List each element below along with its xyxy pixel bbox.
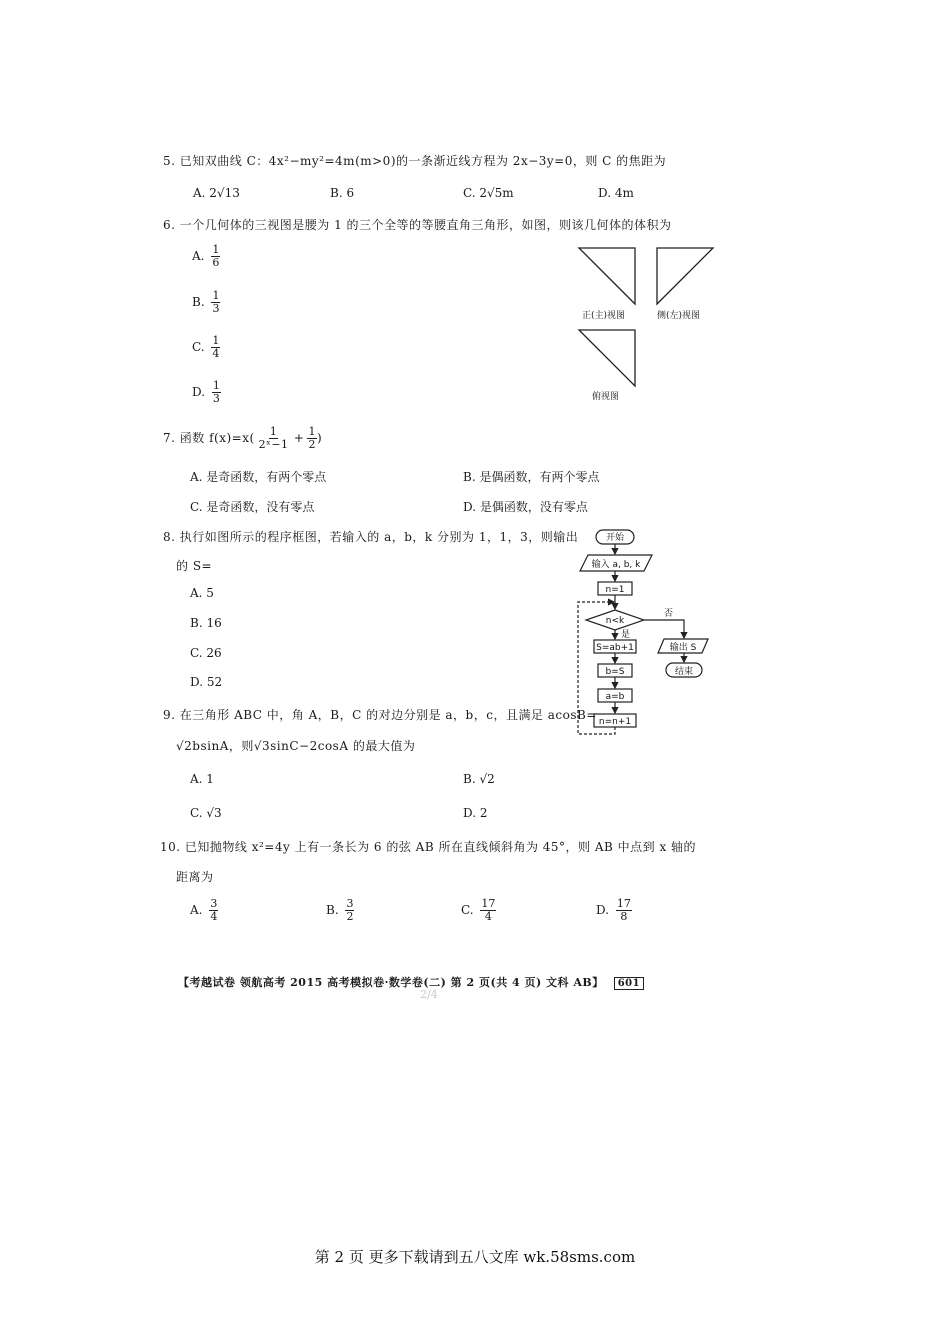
fraction <box>209 898 218 923</box>
q9-stem-line1: 9. 在三角形 ABC 中，角 A，B，C 的对边分别是 a，b，c，且满足 acosB= <box>163 708 597 722</box>
fraction <box>307 426 317 451</box>
q7-stem <box>163 426 322 451</box>
fraction-denominator: 4 <box>484 910 492 923</box>
flowchart-step-n-text: n=n+1 <box>598 717 632 727</box>
top-view-label: 俯视图 <box>592 392 620 402</box>
q10-option-a <box>190 898 218 923</box>
option-letter: D. <box>192 385 206 399</box>
q7-option-a: A. 是奇函数，有两个零点 <box>190 470 327 484</box>
option-letter: B. <box>192 295 205 309</box>
q10-option-d <box>596 898 632 923</box>
q8-stem-line1: 8. 执行如图所示的程序框图，若输入的 a，b，k 分别为 1，1，3，则输出 <box>163 530 579 544</box>
fraction-numerator: 3 <box>346 897 354 910</box>
fraction-denominator: 4 <box>210 910 218 923</box>
flowchart-output-text: 输出 S <box>669 643 697 653</box>
fraction-denominator: 4 <box>212 347 220 360</box>
flowchart-start-text: 开始 <box>605 533 625 543</box>
q10-stem-line1: 10. 已知抛物线 x²=4y 上有一条长为 6 的弦 AB 所在直线倾斜角为 45°，则 AB 中点到 x 轴的 <box>160 840 697 854</box>
q9-option-a: A. 1 <box>190 772 214 786</box>
q7-option-d: D. 是偶函数，没有零点 <box>463 500 588 514</box>
side-view-triangle <box>657 248 713 304</box>
plus-sign: + <box>293 431 305 445</box>
q8-option-b: B. 16 <box>190 616 222 630</box>
exam-code-box: 601 <box>614 977 644 990</box>
q8-stem-line2: 的 S= <box>176 559 213 573</box>
q7-option-b: B. 是偶函数，有两个零点 <box>463 470 600 484</box>
q6-option-b <box>192 290 220 315</box>
fraction-numerator: 1 <box>212 289 220 302</box>
option-letter: A. <box>192 249 205 263</box>
flowchart-step-b-text: b=S <box>605 667 625 677</box>
q8-option-d: D. 52 <box>190 675 223 689</box>
q5-option-a: A. 2√13 <box>193 186 240 200</box>
fraction <box>211 290 220 315</box>
q5-stem: 5. 已知双曲线 C：4x²−my²=4m(m>0)的一条渐近线方程为 2x−3y=0，则 C 的焦距为 <box>163 154 667 168</box>
q7-stem-suffix: ) <box>316 431 323 445</box>
fraction-numerator: 1 <box>269 425 278 438</box>
q7-option-c: C. 是奇函数，没有零点 <box>190 500 315 514</box>
fraction-numerator: 1 <box>212 243 220 256</box>
fraction-denominator: 2ˣ−1 <box>258 438 289 451</box>
q10-option-c <box>461 898 496 923</box>
flowchart-no-label: 否 <box>664 609 674 619</box>
q10-option-b <box>326 898 354 923</box>
fraction-denominator: 2 <box>308 438 316 451</box>
fraction <box>345 898 354 923</box>
fraction <box>211 335 220 360</box>
option-letter: A. <box>190 903 203 917</box>
fraction <box>212 380 221 405</box>
exam-footer-text: 【考越试卷 领航高考 2015 高考模拟卷·数学卷(二) 第 2 页(共 4 页) 文科 AB】 <box>178 976 604 989</box>
option-letter: C. <box>461 903 474 917</box>
q9-option-b: B. √2 <box>463 772 495 786</box>
q6-option-c <box>192 335 220 360</box>
q8-option-a: A. 5 <box>190 586 214 600</box>
flowchart-condition-text: n<k <box>605 616 625 626</box>
front-view-label: 正(主)视图 <box>582 311 626 321</box>
fraction <box>258 426 290 451</box>
fraction-numerator: 1 <box>212 334 220 347</box>
flowchart-no-branch <box>644 620 684 638</box>
top-view-triangle <box>579 330 635 386</box>
fraction-numerator: 3 <box>210 897 218 910</box>
fraction-numerator: 17 <box>616 897 631 910</box>
three-views-diagram <box>574 244 724 404</box>
q5-option-d: D. 4m <box>598 186 634 200</box>
flowchart-init-text: n=1 <box>605 585 625 595</box>
fraction <box>211 244 220 269</box>
q6-option-d <box>192 380 221 405</box>
page-ghost-number: 2/4 <box>420 988 438 1001</box>
fraction <box>480 898 496 923</box>
fraction-denominator: 3 <box>212 302 220 315</box>
fraction-denominator: 2 <box>346 910 354 923</box>
flowchart-yes-label: 是 <box>621 630 631 640</box>
q6-option-a <box>192 244 220 269</box>
option-letter: D. <box>596 903 610 917</box>
fraction-numerator: 1 <box>308 425 316 438</box>
download-notice: 第 2 页 更多下载请到五八文库 wk.58sms.com <box>314 1248 636 1266</box>
q9-option-c: C. √3 <box>190 806 222 820</box>
q9-stem-line2: √2bsinA，则√3sinC−2cosA 的最大值为 <box>176 739 416 753</box>
fraction-denominator: 6 <box>212 256 220 269</box>
q7-stem-prefix: 7. 函数 f(x)=x( <box>163 431 255 445</box>
flowchart-step-a-text: a=b <box>605 692 625 702</box>
q8-option-c: C. 26 <box>190 646 222 660</box>
flowchart-input-text: 输入 a, b, k <box>591 560 641 570</box>
fraction-numerator: 1 <box>212 379 220 392</box>
q9-option-d: D. 2 <box>463 806 488 820</box>
option-letter: C. <box>192 340 205 354</box>
flowchart-step-s-text: S=ab+1 <box>596 643 634 653</box>
q5-option-b: B. 6 <box>330 186 355 200</box>
q10-stem-line2: 距离为 <box>176 870 214 884</box>
side-view-label: 侧(左)视图 <box>657 311 701 321</box>
fraction <box>616 898 632 923</box>
front-view-triangle <box>579 248 635 304</box>
q5-option-c: C. 2√5m <box>463 186 514 200</box>
option-letter: B. <box>326 903 339 917</box>
fraction-numerator: 17 <box>481 897 496 910</box>
q6-stem: 6. 一个几何体的三视图是腰为 1 的三个全等的等腰直角三角形，如图，则该几何体的体积为 <box>163 218 672 232</box>
flowchart-end-text: 结束 <box>674 667 694 677</box>
fraction-denominator: 8 <box>620 910 628 923</box>
exam-footer <box>178 974 644 990</box>
fraction-denominator: 3 <box>212 392 220 405</box>
